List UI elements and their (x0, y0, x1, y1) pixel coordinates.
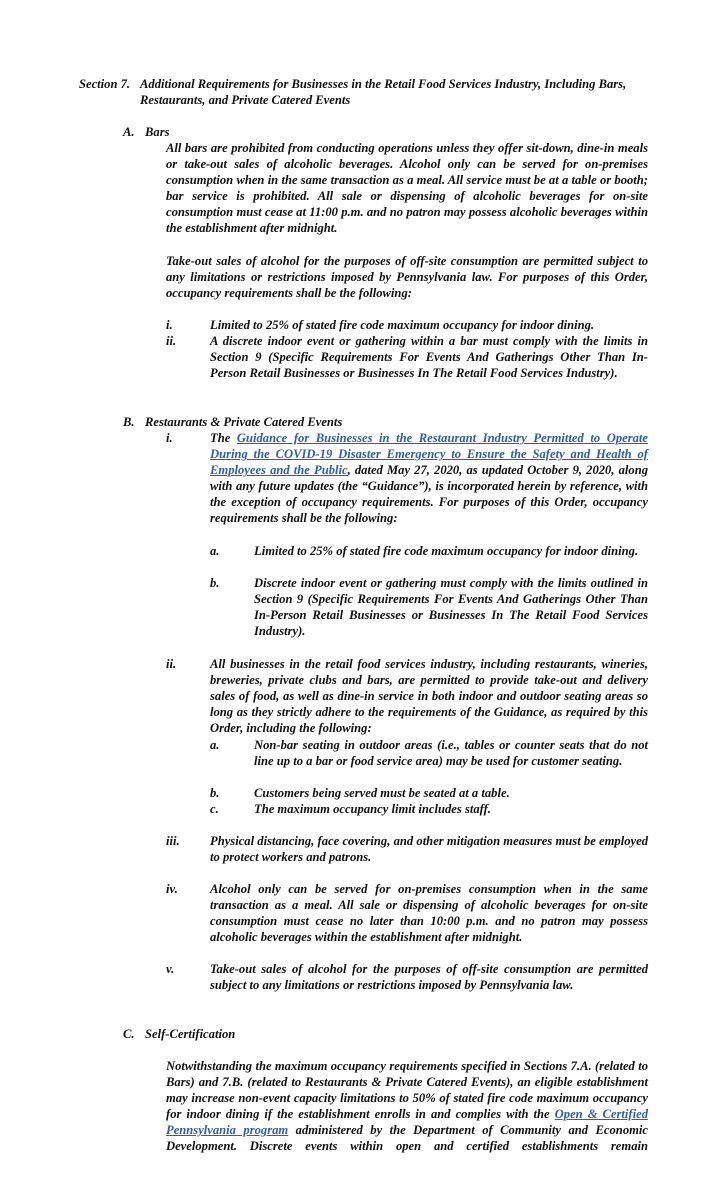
restaurants-item-i (166, 430, 648, 526)
restaurants-item-ii (166, 656, 648, 736)
subsection-heading-bars (123, 124, 170, 140)
bars-list-item (166, 333, 648, 381)
list-item-text: Discrete indoor event or gathering must comply with the limits outlined in Section 9 (Specific Requirements For Events And Gatherings Other Than In-Person Retail Businesses or Businesses In The Retail Food Services Industry). (254, 576, 648, 638)
list-item-text: The maximum occupancy limit includes staff. (254, 802, 491, 816)
subsection-title: Self-Certification (145, 1027, 236, 1041)
paragraph-lead-text: Notwithstanding the maximum occupancy requirements specified in Sections 7.A. (related to Bars) and 7.B. (related to Restaurants & Private Catered Events), an eligible establishment may increase non-event capacity limitations to 50% of stated fire code maximum occupancy for indoor dining if the establishment enrolls in and complies with the (166, 1059, 648, 1121)
list-marker: iv. (166, 882, 178, 896)
restaurants-item-iii (166, 833, 648, 865)
restaurants-sub-item (210, 543, 648, 559)
list-marker: a. (210, 738, 220, 752)
list-marker: b. (210, 576, 220, 590)
restaurants-item-v (166, 961, 648, 993)
list-marker: v. (166, 962, 175, 976)
subsection-letter: C. (123, 1027, 135, 1041)
bars-paragraph-1: All bars are prohibited from conducting operations unless they offer sit-down, dine-in meals or take-out sales of alcoholic beverages. Alcohol only can be served for on-premises consumption when in the same transaction as a meal. All service must be at a table or booth; bar service is prohibited. All sale or dispensing of alcoholic beverages for on-site consumption must cease at 11:00 p.m. and no patron may possess alcoholic beverages within the establishment after midnight. (166, 141, 648, 235)
item-rest-text: , dated May 27, 2020, as updated October 9, 2020, along with any future updates (the “Guidance”), is incorporated herein by reference, with the exception of occupancy requirements. For purposes of this Order, occupancy requirements shall be the following: (210, 463, 648, 525)
section-title-text: Additional Requirements for Businesses in the Retail Food Services Industry, Including Bars, Restaurants, and Private Catered Events (140, 77, 627, 107)
list-marker: ii. (166, 657, 177, 671)
paragraph-rest-text: administered by the Department of Community and Economic Development. Discrete events within open and certified establishments remain (166, 1123, 648, 1153)
list-item-text: Physical distancing, face covering, and other mitigation measures must be employed to protect workers and patrons. (210, 834, 648, 864)
list-marker: a. (210, 544, 220, 558)
subsection-letter: A. (123, 125, 135, 139)
list-item-text: Alcohol only can be served for on-premises consumption when in the same transaction as a meal. All sale or dispensing of alcoholic beverages for on-site consumption must cease no later than 10:00 p.m. and no patron may possess alcoholic beverages within the establishment after midnight. (210, 882, 648, 944)
list-item-text (210, 430, 648, 526)
subsection-heading-self-certification (123, 1026, 235, 1042)
list-marker: b. (210, 786, 220, 800)
subsection-title: Bars (145, 125, 170, 139)
list-item-text: Non-bar seating in outdoor areas (i.e., tables or counter seats that do not line up to a bar or food service area) may be used for customer seating. (254, 738, 648, 768)
section-number: Section 7. (79, 77, 131, 91)
bars-list-item (166, 317, 648, 333)
list-item-text: A discrete indoor event or gathering within a bar must comply with the limits in Section 9 (Specific Requirements For Events And Gatherings Other Than In-Person Retail Businesses or Businesses In The Retail Food Services Industry). (210, 334, 648, 380)
list-item-text: All businesses in the retail food services industry, including restaurants, wineries, breweries, private clubs and bars, are permitted to provide take-out and delivery sales of food, as well as dine-in service in both indoor and outdoor seating areas so long as they strictly adhere to the requirements of the Guidance, as required by this Order, including the following: (210, 657, 648, 735)
list-marker: i. (166, 431, 173, 445)
subsection-letter: B. (123, 415, 135, 429)
list-item-text: Customers being served must be seated at a table. (254, 786, 510, 800)
self-certification-paragraph (166, 1058, 648, 1154)
bars-paragraph-2: Take-out sales of alcohol for the purposes of off-site consumption are permitted subject to any limitations or restrictions imposed by Pennsylvania law. For purposes of this Order, occupancy requirements shall be the following: (166, 254, 648, 300)
list-item-text: Take-out sales of alcohol for the purposes of off-site consumption are permitted subject to any limitations or restrictions imposed by Pennsylvania law. (210, 962, 648, 992)
list-marker: c. (210, 802, 219, 816)
restaurant-guidance-link[interactable]: Guidance for Businesses in the Restaurant Industry Permitted to Operate During the COVID-19 Disaster Emergency to Ensure the Safety and Health of Employees and the Public (210, 431, 648, 477)
list-marker: i. (166, 318, 173, 332)
restaurants-sub-item (210, 785, 648, 801)
section-title (79, 76, 649, 108)
open-certified-pennsylvania-link[interactable]: Open & Certified Pennsylvania program (166, 1107, 648, 1137)
list-item-text: Limited to 25% of stated fire code maximum occupancy for indoor dining. (210, 318, 595, 332)
list-marker: iii. (166, 834, 180, 848)
item-lead-text: The (210, 431, 231, 445)
restaurants-sub-item (210, 575, 648, 639)
list-marker: ii. (166, 334, 177, 348)
restaurants-item-iv (166, 881, 648, 945)
restaurants-sub-item (210, 801, 648, 817)
subsection-heading-restaurants (123, 414, 342, 430)
list-item-text: Limited to 25% of stated fire code maximum occupancy for indoor dining. (254, 544, 639, 558)
restaurants-sub-item (210, 737, 648, 769)
subsection-title: Restaurants & Private Catered Events (145, 415, 343, 429)
